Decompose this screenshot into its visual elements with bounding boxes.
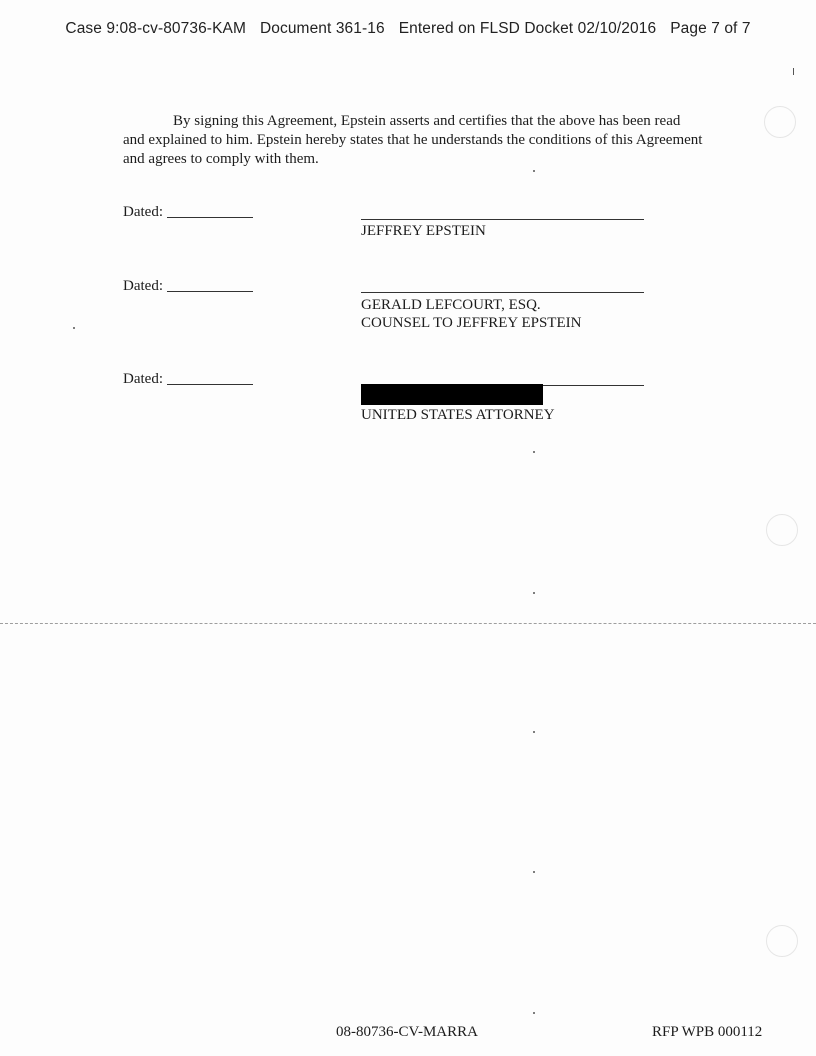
punch-hole-artifact-top xyxy=(764,106,796,138)
scan-speck xyxy=(533,871,535,873)
footer-bates-number: RFP WPB 000112 xyxy=(652,1024,763,1040)
dated-field-1 xyxy=(123,203,253,221)
dated-label-2: Dated: xyxy=(123,278,163,294)
signatory-title-2: COUNSEL TO JEFFREY EPSTEIN xyxy=(361,315,582,331)
redaction-block xyxy=(361,384,543,405)
signatory-name-1: JEFFREY EPSTEIN xyxy=(361,223,486,239)
scan-fold-line xyxy=(0,623,816,624)
footer-case-number: 08-80736-CV-MARRA xyxy=(336,1024,478,1040)
signature-line-1 xyxy=(361,219,644,220)
header-page-number: Page 7 of 7 xyxy=(670,20,751,37)
signatory-name-2: GERALD LEFCOURT, ESQ. xyxy=(361,297,541,313)
dated-blank-2 xyxy=(167,277,253,292)
dated-blank-3 xyxy=(167,370,253,385)
scan-speck xyxy=(533,170,535,172)
scan-speck xyxy=(73,327,75,329)
signature-line-2 xyxy=(361,292,644,293)
docket-header xyxy=(0,20,816,38)
header-document-number: Document 361-16 xyxy=(259,20,385,37)
dated-field-2 xyxy=(123,277,253,295)
scan-speck xyxy=(533,731,535,733)
dated-field-3 xyxy=(123,370,253,388)
scan-speck xyxy=(533,1012,535,1014)
scan-speck xyxy=(793,68,794,75)
acknowledgement-text: By signing this Agreement, Epstein asserts and certifies that the above has been read and explained to him. Epstein hereby states that he understands the conditions of this Agreement and agrees to comply with them. xyxy=(123,113,703,167)
punch-hole-artifact-middle xyxy=(766,514,798,546)
header-entered-date: Entered on FLSD Docket 02/10/2016 xyxy=(398,20,657,37)
scan-speck xyxy=(533,592,535,594)
scan-speck xyxy=(533,451,535,453)
dated-blank-1 xyxy=(167,203,253,218)
signatory-name-3: UNITED STATES ATTORNEY xyxy=(361,407,555,423)
acknowledgement-paragraph xyxy=(123,112,703,169)
header-case-number: Case 9:08-cv-80736-KAM xyxy=(65,20,246,37)
punch-hole-artifact-bottom xyxy=(766,925,798,957)
dated-label-3: Dated: xyxy=(123,371,163,387)
dated-label-1: Dated: xyxy=(123,204,163,220)
